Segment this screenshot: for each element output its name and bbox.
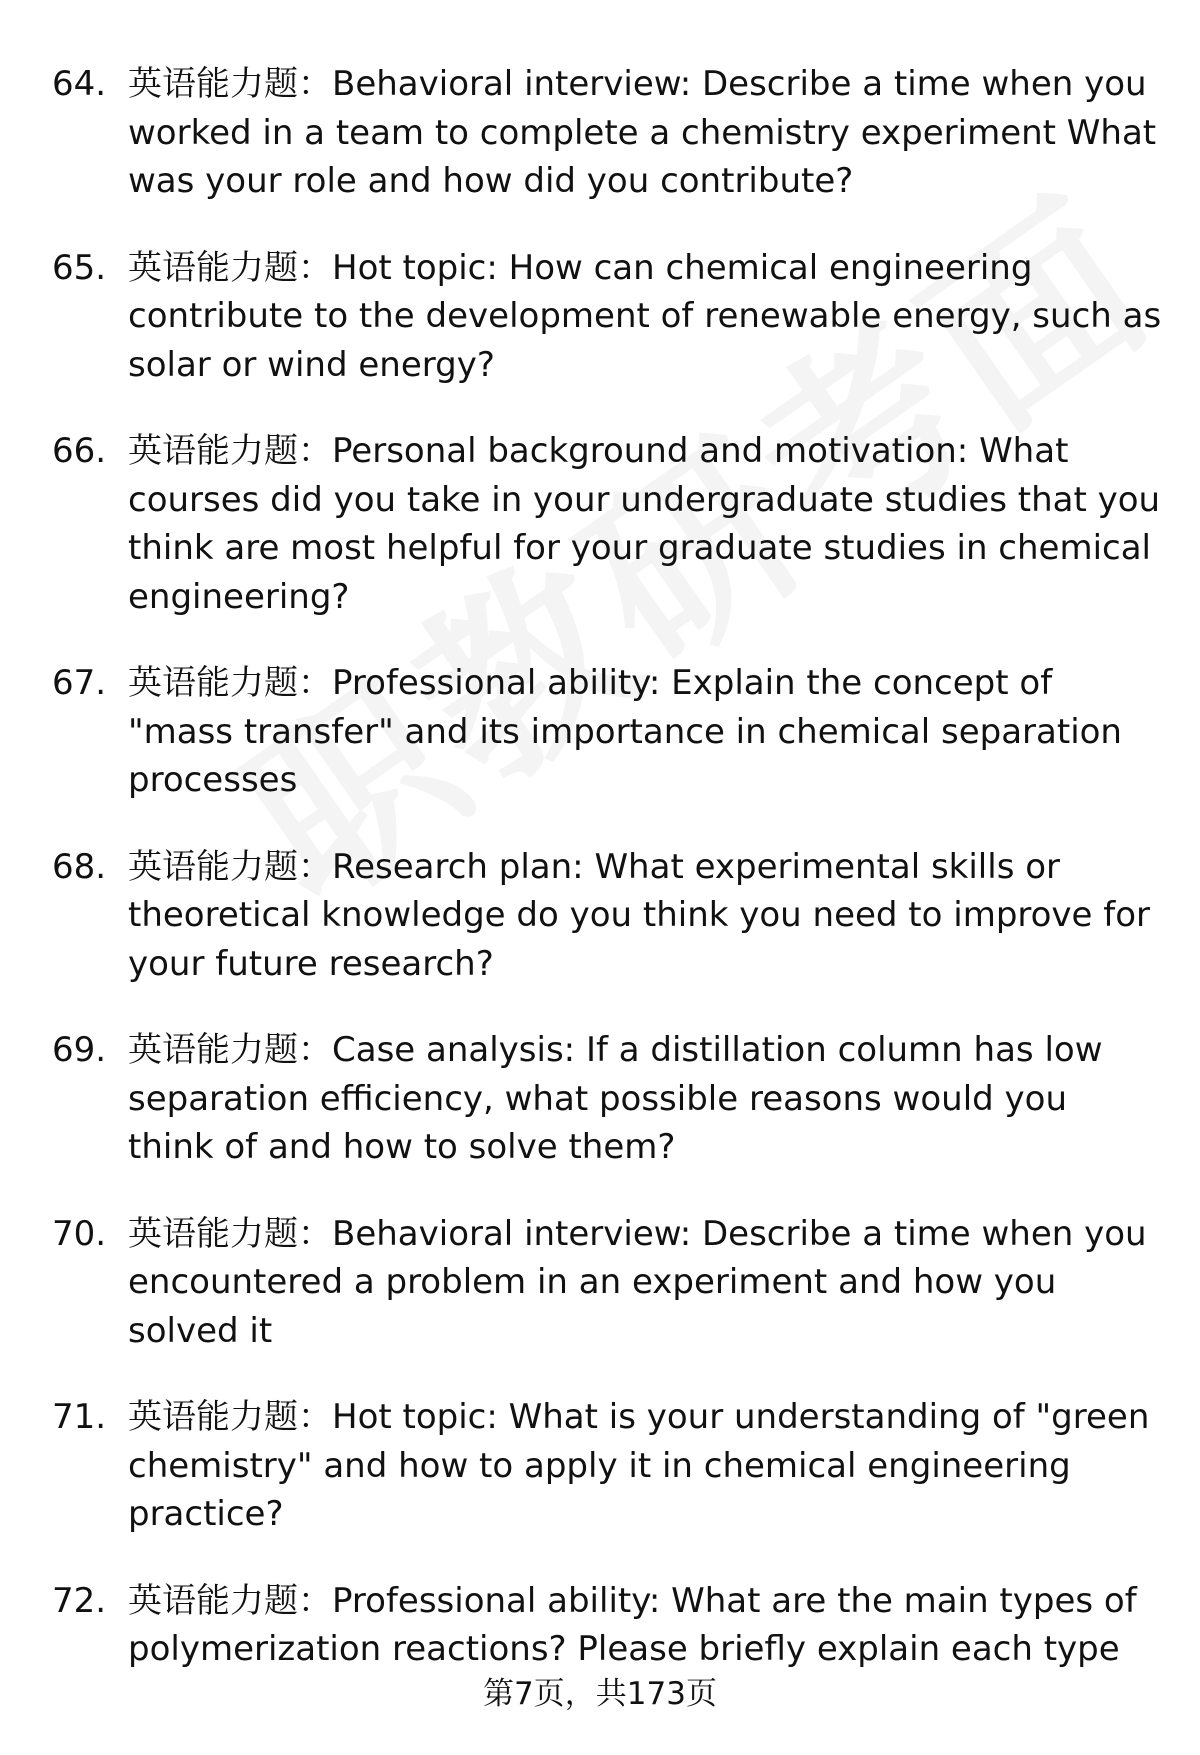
- question-text: Hot topic: How can chemical engineering contribute to the development of renewable energy, such as solar or wind energy?: [128, 247, 1162, 385]
- question-number: 72.: [52, 1580, 107, 1621]
- question-body: [128, 659, 1162, 805]
- question-number: 71.: [52, 1397, 107, 1437]
- question-item: [52, 1026, 1162, 1172]
- question-item: [52, 427, 1162, 621]
- question-number: 64.: [52, 64, 107, 104]
- question-item: [52, 1210, 1162, 1356]
- question-list: [52, 60, 1162, 1712]
- question-number: 69.: [52, 1030, 107, 1070]
- question-number: 68.: [52, 846, 107, 887]
- question-text: Professional ability: Explain the concept of "mass transfer" and its importance in chemical separation processes: [128, 663, 1122, 800]
- question-text: Personal background and motivation: What courses did you take in your undergraduate studies that you think are most helpful for your graduate studies in chemical engineering?: [128, 431, 1161, 617]
- question-body: [128, 843, 1162, 989]
- question-text: Behavioral interview: Describe a time when you encountered a problem in an experiment and how you solved it: [128, 1213, 1147, 1351]
- question-number: 67.: [52, 663, 107, 703]
- question-item: [52, 843, 1162, 989]
- question-category: 英语能力题：: [128, 1213, 332, 1254]
- question-item: [52, 244, 1162, 390]
- question-text: Hot topic: What is your understanding of "green chemistry" and how to apply it in chemical engineering practice?: [128, 1397, 1150, 1534]
- question-text: Case analysis: If a distillation column has low separation efficiency, what possible reasons would you think of and how to solve them?: [128, 1030, 1103, 1167]
- page-footer: 第7页，共173页: [483, 1676, 717, 1712]
- question-body: [128, 427, 1162, 621]
- question-item: [52, 60, 1162, 206]
- question-category: 英语能力题：: [128, 846, 332, 887]
- question-category: 英语能力题：: [128, 64, 332, 104]
- question-body: [128, 1577, 1162, 1674]
- question-category: 英语能力题：: [128, 1030, 332, 1070]
- question-number: 65.: [52, 247, 107, 288]
- question-text: Professional ability: What are the main types of polymerization reactions? Please briefly explain each type: [128, 1580, 1137, 1669]
- question-text: Research plan: What experimental skills or theoretical knowledge do you think you need to improve for your future research?: [128, 846, 1151, 984]
- question-body: [128, 1210, 1162, 1356]
- question-text: Behavioral interview: Describe a time when you worked in a team to complete a chemistry experiment What was your role and how did you contribute?: [128, 64, 1157, 201]
- question-item: [52, 1393, 1162, 1539]
- question-body: [128, 1393, 1162, 1539]
- question-body: [128, 244, 1162, 390]
- question-item: [52, 659, 1162, 805]
- question-category: 英语能力题：: [128, 247, 332, 288]
- question-category: 英语能力题：: [128, 431, 332, 471]
- question-item: [52, 1577, 1162, 1674]
- question-category: 英语能力题：: [128, 1397, 332, 1437]
- question-body: [128, 60, 1162, 206]
- question-body: [128, 1026, 1162, 1172]
- question-category: 英语能力题：: [128, 663, 332, 703]
- question-number: 66.: [52, 431, 107, 471]
- question-category: 英语能力题：: [128, 1580, 332, 1621]
- question-number: 70.: [52, 1213, 107, 1254]
